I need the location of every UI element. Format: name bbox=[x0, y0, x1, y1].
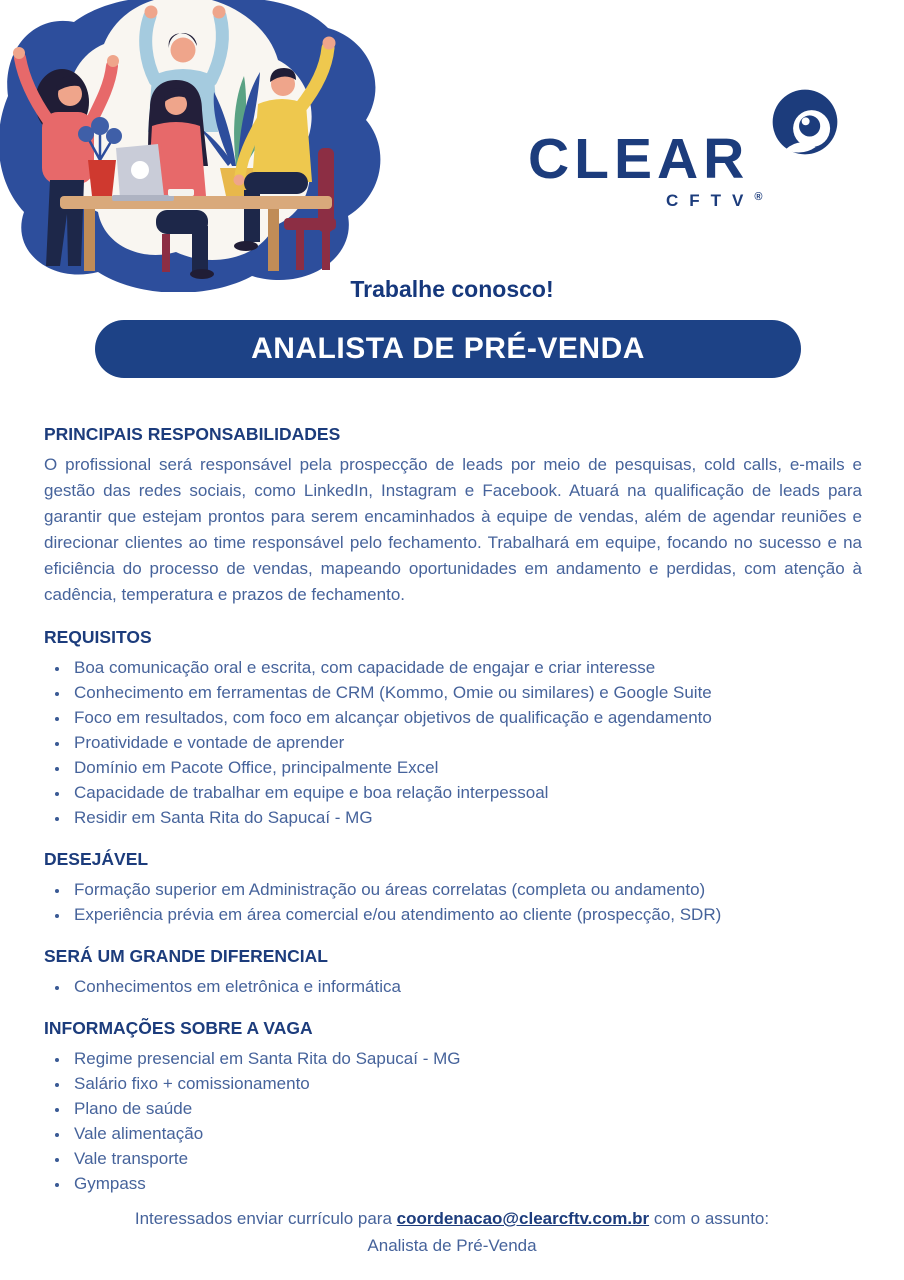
list-item: • Capacidade de trabalhar em equipe e boa relação interpessoal bbox=[70, 780, 862, 805]
apply-instructions bbox=[0, 1206, 904, 1258]
email-subject: Analista de Pré-Venda bbox=[367, 1236, 537, 1255]
team-celebration-illustration bbox=[0, 0, 392, 292]
registered-mark: ® bbox=[754, 191, 763, 203]
list-item: • Formação superior em Administração ou áreas correlatas (completa ou andamento) bbox=[70, 877, 862, 902]
list-item: • Proatividade e vontade de aprender bbox=[70, 730, 862, 755]
list-item: • Experiência prévia em área comercial e/ou atendimento ao cliente (prospecção, SDR) bbox=[70, 902, 862, 927]
logo-subtitle: CFTV® bbox=[666, 191, 763, 210]
job-title-text: ANALISTA DE PRÉ-VENDA bbox=[251, 332, 645, 365]
section-grande-diferencial bbox=[44, 945, 862, 999]
section-heading: REQUISITOS bbox=[44, 627, 152, 647]
list-item: • Plano de saúde bbox=[70, 1096, 862, 1121]
informacoes-list bbox=[44, 1046, 862, 1196]
apply-text-after: com o assunto: bbox=[649, 1209, 770, 1228]
list-item: • Residir em Santa Rita do Sapucaí - MG bbox=[70, 805, 862, 830]
apply-line bbox=[0, 1206, 904, 1231]
section-informacoes-vaga bbox=[44, 1017, 862, 1196]
work-with-us-heading: Trabalhe conosco! bbox=[350, 276, 554, 302]
desejavel-list bbox=[44, 877, 862, 927]
list-item: • Domínio em Pacote Office, principalmente Excel bbox=[70, 755, 862, 780]
section-heading: SERÁ UM GRANDE DIFERENCIAL bbox=[44, 946, 328, 966]
job-description-content bbox=[44, 415, 862, 1214]
list-item: • Conhecimentos em eletrônica e informática bbox=[70, 974, 862, 999]
diferencial-list bbox=[44, 974, 862, 999]
list-item: • Gympass bbox=[70, 1171, 862, 1196]
section-desejavel bbox=[44, 848, 862, 927]
section-heading: PRINCIPAIS RESPONSABILIDADES bbox=[44, 424, 341, 444]
logo-wordmark: CLEAR bbox=[528, 127, 750, 191]
email-link[interactable]: coordenacao@clearcftv.com.br bbox=[396, 1209, 650, 1228]
list-item: • Vale transporte bbox=[70, 1146, 862, 1171]
section-heading: INFORMAÇÕES SOBRE A VAGA bbox=[44, 1018, 313, 1038]
responsibilities-paragraph: O profissional será responsável pela prospecção de leads por meio de pesquisas, cold calls, e-mails e gestão das redes sociais, como LinkedIn, Instagram e Facebook. Atuará na qualificação de leads para garantir que estejam prontos para serem encaminhados à equipe de vendas, além de agendar reuniões e direcionar clientes ao time responsável pelo fechamento. Trabalhará em equipe, focando no sucesso e na eficiência do processo de vendas, mapeando oportunidades em andamento e perdidas, com atenção à cadência, temperatura e prazos de fechamento. bbox=[44, 455, 862, 604]
section-requisitos bbox=[44, 626, 862, 830]
list-item: • Vale alimentação bbox=[70, 1121, 862, 1146]
list-item: • Regime presencial em Santa Rita do Sapucaí - MG bbox=[70, 1046, 862, 1071]
list-item: • Foco em resultados, com foco em alcançar objetivos de qualificação e agendamento bbox=[70, 705, 862, 730]
clear-logo-swirl-icon bbox=[772, 89, 838, 155]
apply-text-before: Interessados enviar currículo para bbox=[134, 1209, 397, 1228]
requisitos-list bbox=[44, 655, 862, 830]
clear-cftv-logo bbox=[528, 95, 848, 220]
list-item: • Boa comunicação oral e escrita, com capacidade de engajar e criar interesse bbox=[70, 655, 862, 680]
list-item: • Conhecimento em ferramentas de CRM (Kommo, Omie ou similares) e Google Suite bbox=[70, 680, 862, 705]
section-heading: DESEJÁVEL bbox=[44, 849, 149, 869]
job-title-banner bbox=[95, 320, 801, 378]
list-item: • Salário fixo + comissionamento bbox=[70, 1071, 862, 1096]
section-principais-responsabilidades bbox=[44, 423, 862, 608]
